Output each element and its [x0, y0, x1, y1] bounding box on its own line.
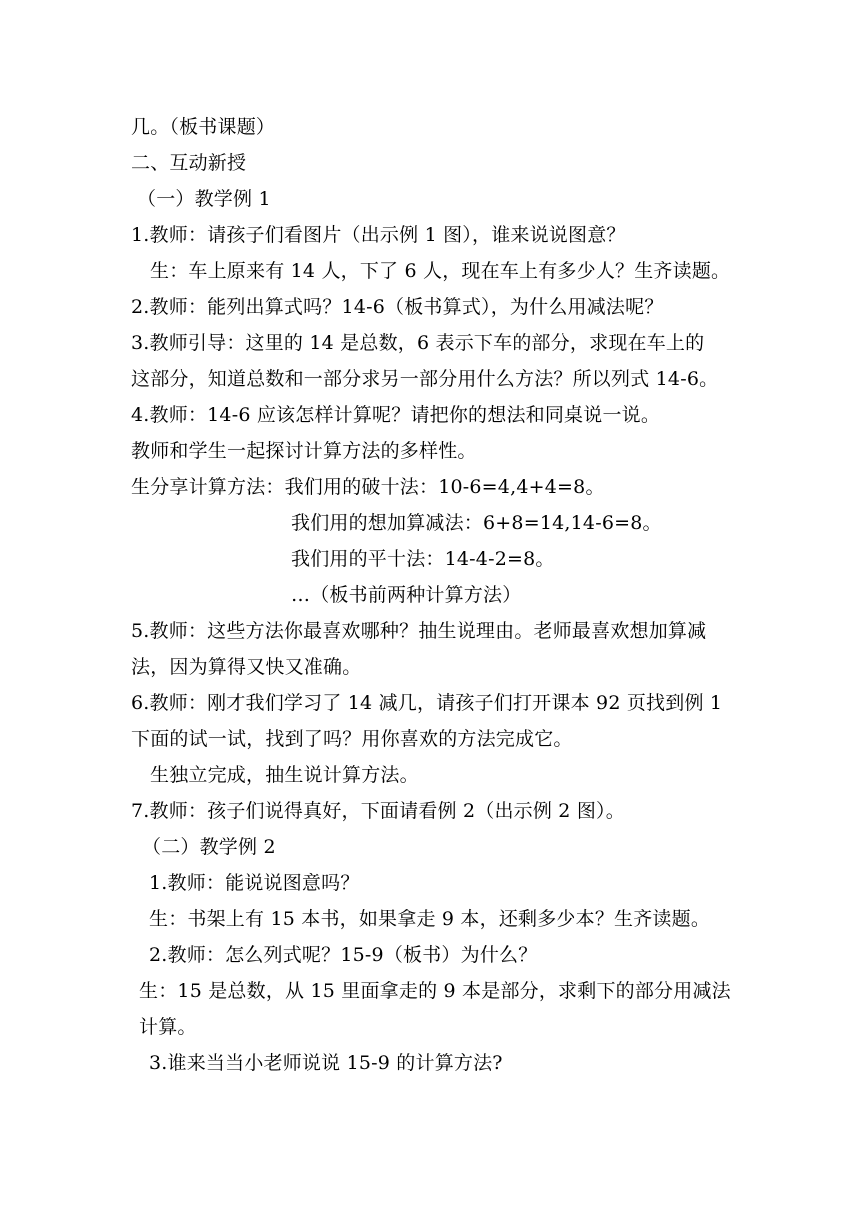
text-line: 生：车上原来有 14 人，下了 6 人，现在车上有多少人？生齐读题。 [150, 260, 731, 282]
text-line: 5.教师：这些方法你最喜欢哪种？抽生说理由。老师最喜欢想加算减 [131, 620, 707, 642]
text-line: 1.教师：请孩子们看图片（出示例 1 图），谁来说说图意？ [131, 224, 626, 246]
subsection-heading: （二）教学例 2 [142, 836, 276, 858]
text-line: 下面的试一试，找到了吗？用你喜欢的方法完成它。 [131, 728, 573, 750]
text-line: 生独立完成，抽生说计算方法。 [150, 764, 419, 786]
text-line: …（板书前两种计算方法） [291, 584, 522, 606]
text-line: 这部分，知道总数和一部分求另一部分用什么方法？所以列式 14-6。 [131, 368, 719, 390]
text-line: 3.谁来当当小老师说说 15-9 的计算方法? [149, 1052, 503, 1074]
section-heading: 二、互动新授 [131, 152, 247, 174]
text-line: 7.教师：孩子们说得真好，下面请看例 2（出示例 2 图）。 [131, 800, 625, 822]
text-line: 1.教师：能说说图意吗？ [149, 872, 360, 894]
text-line: 6.教师：刚才我们学习了 14 减几，请孩子们打开课本 92 页找到例 1 [131, 692, 723, 714]
text-line: 2.教师：能列出算式吗？14-6（板书算式），为什么用减法呢？ [131, 296, 664, 318]
text-line: 我们用的想加算减法：6+8=14,14-6=8。 [291, 512, 662, 534]
text-line: 生：15 是总数，从 15 里面拿走的 9 本是部分，求剩下的部分用减法 [139, 980, 731, 1002]
text-line: 法，因为算得又快又准确。 [131, 656, 362, 678]
subsection-heading: （一）教学例 1 [137, 188, 271, 210]
text-line: 计算。 [139, 1016, 197, 1038]
text-line: 生分享计算方法：我们用的破十法：10-6=4,4+4=8。 [131, 476, 605, 498]
text-line: 3.教师引导：这里的 14 是总数，6 表示下车的部分，求现在车上的 [131, 332, 705, 354]
text-line: 我们用的平十法：14-4-2=8。 [291, 548, 555, 570]
text-line: 几。（板书课题） [131, 116, 276, 138]
text-line: 4.教师：14-6 应该怎样计算呢？请把你的想法和同桌说一说。 [131, 404, 661, 426]
text-line: 生：书架上有 15 本书，如果拿走 9 本，还剩多少本？生齐读题。 [149, 908, 711, 930]
text-line: 2.教师：怎么列式呢？15-9（板书）为什么？ [149, 944, 538, 966]
text-line: 教师和学生一起探讨计算方法的多样性。 [131, 440, 477, 462]
